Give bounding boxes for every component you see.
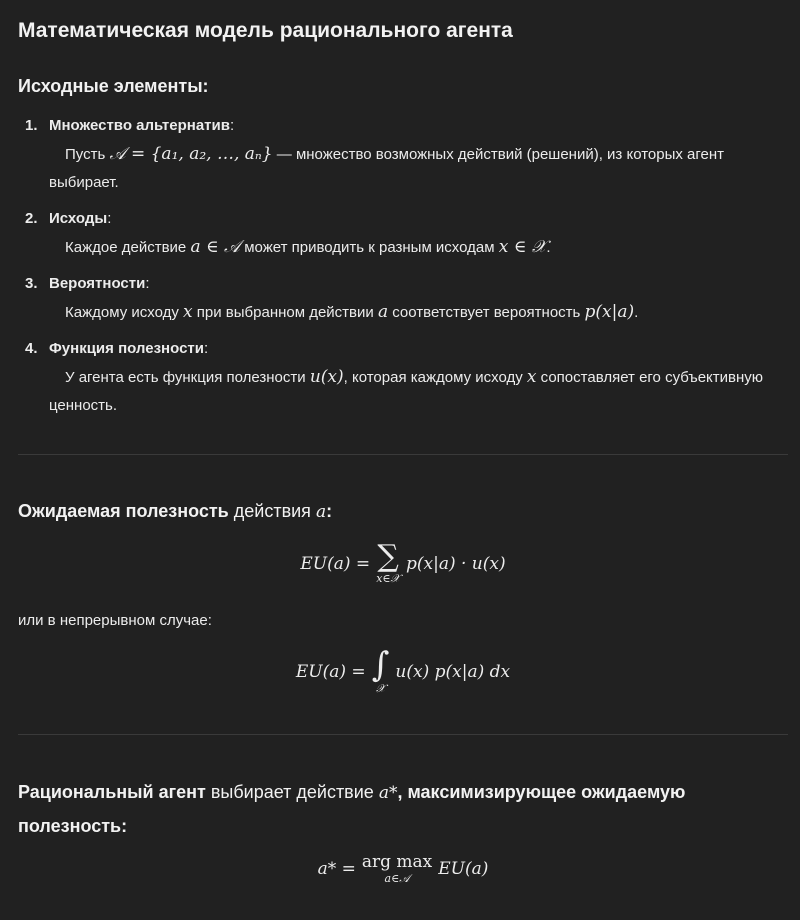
item-heading: Функция полезности xyxy=(49,340,204,357)
item-heading: Множество альтернатив xyxy=(49,117,230,134)
divider xyxy=(18,734,788,735)
sum-operator: ∑ x∈𝒳 xyxy=(376,539,400,585)
item-number: 4. xyxy=(25,340,38,357)
item-heading: Вероятности xyxy=(49,275,146,292)
elements-heading: Исходные элементы: xyxy=(18,76,209,96)
item-number: 2. xyxy=(25,210,38,227)
integral-operator: ∫ 𝒳 xyxy=(371,645,390,695)
item-number: 3. xyxy=(25,275,38,292)
math-inline: u(x) xyxy=(309,367,344,387)
math-inline: x xyxy=(526,367,537,387)
item-body: У агента есть функция полезности u(x), которая каждому исходу x сопоставляет его субъективную ценность. xyxy=(49,367,764,414)
equation-expected-utility-integral: EU(a) = ∫ 𝒳 u(x) p(x|a) dx xyxy=(295,645,511,695)
elements-list xyxy=(18,112,788,428)
math-set-a: 𝒜 = {a₁, a₂, …, aₙ} xyxy=(109,144,273,164)
equation-expected-utility-sum: EU(a) = ∑ x∈𝒳 p(x|a) · u(x) xyxy=(300,539,506,585)
item-body: Каждому исходу x при выбранном действии a соответствует вероятность p(x|a). xyxy=(65,302,639,322)
rational-agent-heading: Рациональный агент выбирает действие a*, максимизирующее ожидаемую полезность: xyxy=(18,782,686,836)
page-title: Математическая модель рационального агента xyxy=(18,19,513,42)
math-inline: a ∈ 𝒜 xyxy=(190,237,241,257)
list-item: 3. Вероятности: Каждому исходу x при выбранном действии a соответствует вероятность p(x|a). xyxy=(18,270,788,327)
list-item: 4. Функция полезности: У агента есть функция полезности u(x), которая каждому исходу x сопоставляет его субъективную ценность. xyxy=(18,335,788,420)
item-heading: Исходы xyxy=(49,210,108,227)
item-number: 1. xyxy=(25,117,38,134)
item-body: Каждое действие a ∈ 𝒜 может приводить к разным исходам x ∈ 𝒳. xyxy=(65,237,551,257)
math-inline: x ∈ 𝒳 xyxy=(498,237,547,257)
math-inline: p(x|a) xyxy=(584,302,635,322)
expected-utility-heading: Ожидаемая полезность действия a: xyxy=(18,501,333,522)
equation-argmax: a* = arg max a∈𝒜 EU(a) xyxy=(317,852,489,885)
list-item: 2. Исходы: Каждое действие a ∈ 𝒜 может приводить к разным исходам x ∈ 𝒳. xyxy=(18,205,788,262)
argmax-operator: arg max a∈𝒜 xyxy=(361,852,433,885)
list-item: 1. Множество альтернатив: Пусть 𝒜 = {a₁, a₂, …, aₙ} — множество возможных действий (решений), из которых агент выбирает. xyxy=(18,112,788,197)
item-body: Пусть 𝒜 = {a₁, a₂, …, aₙ} — множество возможных действий (решений), из которых агент выбирает. xyxy=(49,144,725,191)
continuous-case-text: или в непрерывном случае: xyxy=(18,612,212,629)
math-inline: a xyxy=(377,302,389,322)
math-inline: x xyxy=(183,302,193,322)
divider xyxy=(18,454,788,455)
